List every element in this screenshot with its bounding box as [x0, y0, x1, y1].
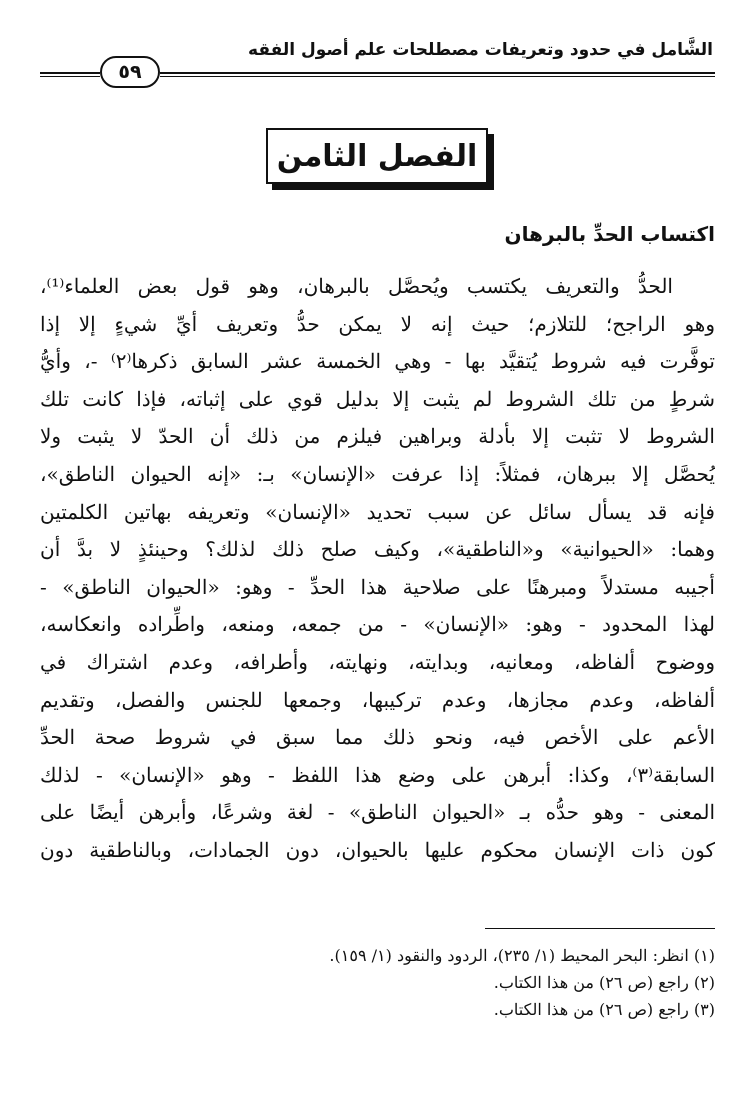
footnotes — [200, 942, 715, 1023]
text-line: توفَّرت فيه شروط يُتقيَّد بها - وهي الخمسة عشر السابق ذكرها⁽٢⁾ -، وأيُّ — [40, 349, 715, 374]
section-title: اكتساب الحدِّ بالبرهان — [504, 222, 715, 246]
chapter-title-box — [266, 128, 488, 184]
text-line: الشروط لا تثبت إلا بأدلة وبراهين فيلزم من ذلك أن الحدّ لا يثبت ولا — [40, 424, 715, 449]
text-line: فإنه قد يسأل سائل عن سبب تحديد «الإنسان» وتعريفه بهاتين الكلمتين — [40, 499, 715, 524]
text-line: الأعم على الأخص فيه، ونحو ذلك مما سبق في شروط صحة الحدِّ — [40, 725, 715, 750]
text-line: وهما: «الحيوانية» و«الناطقية»، وكيف صلح ذلك لذلك؟ وحينئذٍ لا بدَّ أن — [40, 537, 715, 562]
text-line: السابقة⁽٣⁾، وكذا: أبرهن على وضع هذا اللفظ - وهو «الإنسان» - لذلك — [40, 762, 715, 787]
text-line: المعنى - وهو حدُّه بـ «الحيوان الناطق» - لغة وشرعًا، وأبرهن أيضًا على — [40, 800, 715, 825]
page-number: ٥٩ — [100, 56, 160, 88]
text-line: لهذا المحدود - وهو: «الإنسان» - من جمعه، ومنعه، واطِّراده وانعكاسه، — [40, 612, 715, 637]
text-line: كون ذات الإنسان محكوم عليها بالحيوان، دون الجمادات، وبالناطقية دون — [40, 837, 715, 862]
chapter-title: الفصل الثامن — [276, 138, 478, 174]
text-line: ووضوح ألفاظه، ومعانيه، وبدايته، ونهايته، وأطرافه، وعدم اشتراك في — [40, 649, 715, 674]
footnote-2: (٢) راجع (ص ٢٦) من هذا الكتاب. — [493, 973, 715, 992]
header-rule — [40, 76, 100, 77]
text-line: الحدُّ والتعريف يكتسب ويُحصَّل بالبرهان، وهو قول بعض العلماء⁽¹⁾، — [40, 274, 673, 298]
footnote-3: (٣) راجع (ص ٢٦) من هذا الكتاب. — [493, 1000, 715, 1019]
text-line: يُحصَّل إلا ببرهان، فمثلاً: إذا عرفت «الإنسان» بـ: «إنه الحيوان الناطق»، — [40, 461, 715, 486]
running-header: الشَّامل في حدود وتعريفات مصطلحات علم أصول الفقه — [248, 40, 713, 60]
header-rule — [160, 76, 715, 77]
header-rule — [40, 72, 100, 74]
text-line: ألفاظه، وعدم مجازها، وعدم تركيبها، وجمعها للجنس والفصل، وتقديم — [40, 687, 715, 712]
text-line: وهو الراجح؛ للتلازم؛ حيث إنه لا يمكن حدُّ وتعريف أيِّ شيءٍ إلا إذا — [40, 311, 715, 336]
header-rule — [160, 72, 715, 74]
body-text — [40, 268, 715, 870]
footnote-1: (١) انظر: البحر المحيط (١/ ٢٣٥)، الردود والنقود (١/ ١٥٩). — [329, 946, 715, 965]
text-line: شرطٍ من تلك الشروط لم يثبت إلا بدليل قوي على إثباته، فإذا كانت تلك — [40, 386, 715, 411]
text-line: أجيبه مستدلاً ومبرهنًا على صلاحية هذا الحدِّ - وهو: «الحيوان الناطق» - — [40, 574, 715, 599]
footnote-separator — [485, 928, 715, 929]
